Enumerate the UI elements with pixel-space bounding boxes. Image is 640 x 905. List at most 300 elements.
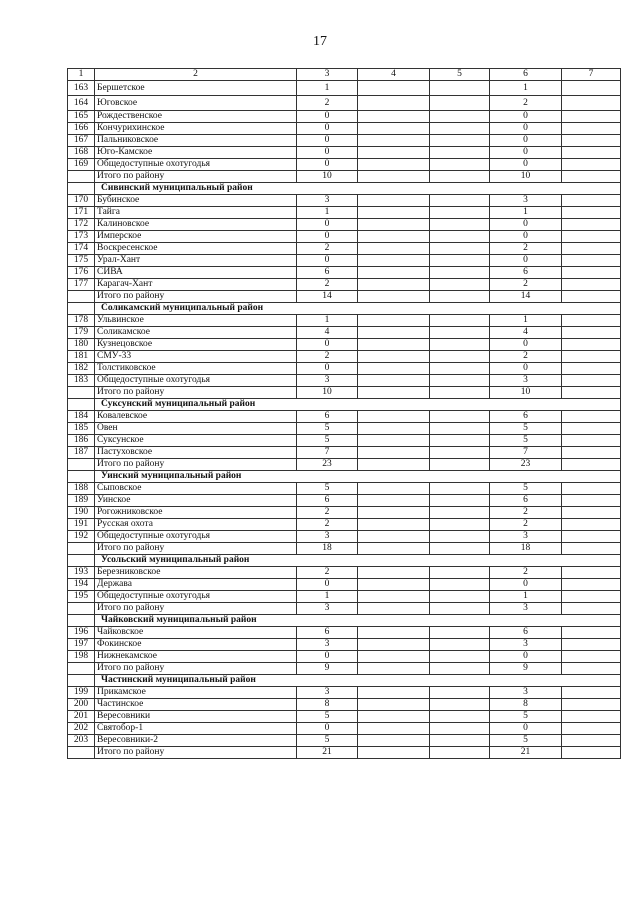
value-col-4 (358, 363, 430, 375)
value-col-7 (562, 375, 621, 387)
table-row (68, 315, 621, 327)
value-col-4 (358, 159, 430, 171)
value-col-6: 0 (490, 651, 562, 663)
table-row (68, 723, 621, 735)
column-header: 4 (358, 69, 430, 81)
value-col-4 (358, 687, 430, 699)
value-col-5 (430, 255, 490, 267)
table-row (68, 423, 621, 435)
row-number: 175 (68, 255, 95, 267)
row-name: Общедоступные охотугодья (95, 159, 297, 171)
row-number (68, 171, 95, 183)
value-col-6: 1 (490, 207, 562, 219)
row-number: 186 (68, 435, 95, 447)
value-col-5 (430, 591, 490, 603)
table-row (68, 147, 621, 159)
value-col-6: 5 (490, 483, 562, 495)
value-col-7 (562, 207, 621, 219)
table-row (68, 111, 621, 123)
value-col-6: 5 (490, 735, 562, 747)
row-name: Чайковское (95, 627, 297, 639)
row-number: 195 (68, 591, 95, 603)
value-col-3: 3 (297, 687, 358, 699)
value-col-4 (358, 339, 430, 351)
row-number (68, 543, 95, 555)
value-col-3: 0 (297, 135, 358, 147)
row-number (68, 603, 95, 615)
table-row (68, 627, 621, 639)
row-number: 165 (68, 111, 95, 123)
value-col-6: 9 (490, 663, 562, 675)
row-name: Толстиковское (95, 363, 297, 375)
value-col-7 (562, 135, 621, 147)
value-col-6: 0 (490, 219, 562, 231)
table-row (68, 591, 621, 603)
row-number: 193 (68, 567, 95, 579)
table-row (68, 195, 621, 207)
value-col-3: 18 (297, 543, 358, 555)
value-col-5 (430, 351, 490, 363)
row-number: 170 (68, 195, 95, 207)
value-col-6: 10 (490, 171, 562, 183)
value-col-6: 3 (490, 687, 562, 699)
row-number: 198 (68, 651, 95, 663)
table-row (68, 231, 621, 243)
table-row (68, 711, 621, 723)
value-col-4 (358, 255, 430, 267)
table-row (68, 435, 621, 447)
value-col-4 (358, 567, 430, 579)
value-col-4 (358, 387, 430, 399)
value-col-4 (358, 639, 430, 651)
value-col-5 (430, 111, 490, 123)
row-number: 177 (68, 279, 95, 291)
value-col-7 (562, 219, 621, 231)
row-number (68, 747, 95, 759)
value-col-3: 1 (297, 315, 358, 327)
value-col-4 (358, 699, 430, 711)
value-col-5 (430, 315, 490, 327)
value-col-7 (562, 483, 621, 495)
district-total-row (68, 387, 621, 399)
value-col-7 (562, 663, 621, 675)
value-col-4 (358, 723, 430, 735)
value-col-7 (562, 147, 621, 159)
value-col-7 (562, 111, 621, 123)
section-empty-cell (68, 555, 95, 567)
value-col-6: 3 (490, 531, 562, 543)
value-col-6: 0 (490, 159, 562, 171)
table-row (68, 219, 621, 231)
row-name: Карагач-Хант (95, 279, 297, 291)
value-col-7 (562, 96, 621, 111)
value-col-6: 2 (490, 567, 562, 579)
row-number: 180 (68, 339, 95, 351)
value-col-5 (430, 723, 490, 735)
value-col-6: 6 (490, 267, 562, 279)
value-col-3: 14 (297, 291, 358, 303)
value-col-5 (430, 747, 490, 759)
value-col-3: 3 (297, 195, 358, 207)
value-col-3: 0 (297, 339, 358, 351)
value-col-6: 14 (490, 291, 562, 303)
value-col-5 (430, 735, 490, 747)
value-col-4 (358, 123, 430, 135)
value-col-5 (430, 423, 490, 435)
table-row (68, 411, 621, 423)
row-number (68, 459, 95, 471)
row-number: 189 (68, 495, 95, 507)
value-col-3: 2 (297, 243, 358, 255)
value-col-5 (430, 519, 490, 531)
row-name: Общедоступные охотугодья (95, 375, 297, 387)
value-col-7 (562, 531, 621, 543)
value-col-7 (562, 327, 621, 339)
table-row (68, 96, 621, 111)
value-col-5 (430, 495, 490, 507)
row-number: 163 (68, 81, 95, 96)
section-empty-cell (68, 675, 95, 687)
value-col-4 (358, 267, 430, 279)
value-col-7 (562, 279, 621, 291)
value-col-3: 3 (297, 531, 358, 543)
row-number: 191 (68, 519, 95, 531)
row-number: 168 (68, 147, 95, 159)
value-col-3: 6 (297, 411, 358, 423)
value-col-6: 23 (490, 459, 562, 471)
row-name: Урал-Хант (95, 255, 297, 267)
value-col-6: 1 (490, 81, 562, 96)
district-total-row (68, 459, 621, 471)
value-col-3: 8 (297, 699, 358, 711)
value-col-4 (358, 591, 430, 603)
value-col-7 (562, 543, 621, 555)
value-col-4 (358, 231, 430, 243)
value-col-4 (358, 519, 430, 531)
value-col-4 (358, 279, 430, 291)
value-col-3: 2 (297, 519, 358, 531)
table-row (68, 375, 621, 387)
value-col-3: 2 (297, 351, 358, 363)
value-col-5 (430, 291, 490, 303)
row-name: Воскресенское (95, 243, 297, 255)
value-col-3: 0 (297, 651, 358, 663)
row-number (68, 387, 95, 399)
value-col-4 (358, 327, 430, 339)
row-number: 169 (68, 159, 95, 171)
section-empty-cell (68, 471, 95, 483)
value-col-6: 2 (490, 279, 562, 291)
district-total-row (68, 171, 621, 183)
value-col-4 (358, 147, 430, 159)
value-col-3: 2 (297, 567, 358, 579)
value-col-4 (358, 207, 430, 219)
table-row (68, 351, 621, 363)
row-number: 187 (68, 447, 95, 459)
value-col-4 (358, 435, 430, 447)
value-col-3: 7 (297, 447, 358, 459)
value-col-6: 0 (490, 255, 562, 267)
value-col-7 (562, 363, 621, 375)
section-empty-cell (68, 303, 95, 315)
value-col-5 (430, 435, 490, 447)
row-number: 173 (68, 231, 95, 243)
value-col-7 (562, 459, 621, 471)
district-total-row (68, 543, 621, 555)
table-row (68, 519, 621, 531)
value-col-4 (358, 423, 430, 435)
row-name: Рогожниковское (95, 507, 297, 519)
value-col-5 (430, 711, 490, 723)
value-col-6: 0 (490, 579, 562, 591)
row-number: 192 (68, 531, 95, 543)
table-row (68, 699, 621, 711)
value-col-6: 5 (490, 435, 562, 447)
row-name: Кузнецовское (95, 339, 297, 351)
value-col-5 (430, 411, 490, 423)
value-col-5 (430, 327, 490, 339)
row-name: Итого по району (95, 747, 297, 759)
row-name: Ковалевское (95, 411, 297, 423)
row-number: 167 (68, 135, 95, 147)
district-section-row (68, 303, 621, 315)
value-col-7 (562, 579, 621, 591)
value-col-5 (430, 363, 490, 375)
row-name: Фокинское (95, 639, 297, 651)
page-number: 17 (313, 34, 327, 49)
value-col-6: 21 (490, 747, 562, 759)
row-name: Овен (95, 423, 297, 435)
value-col-7 (562, 567, 621, 579)
value-col-6: 1 (490, 591, 562, 603)
value-col-5 (430, 387, 490, 399)
value-col-6: 2 (490, 96, 562, 111)
value-col-6: 0 (490, 231, 562, 243)
value-col-6: 6 (490, 627, 562, 639)
value-col-5 (430, 123, 490, 135)
table-row (68, 267, 621, 279)
value-col-5 (430, 579, 490, 591)
district-total-row (68, 663, 621, 675)
table-row (68, 735, 621, 747)
district-total-row (68, 747, 621, 759)
row-name: Кончурихинское (95, 123, 297, 135)
value-col-7 (562, 447, 621, 459)
table-row (68, 255, 621, 267)
value-col-4 (358, 411, 430, 423)
row-name: Общедоступные охотугодья (95, 591, 297, 603)
value-col-4 (358, 747, 430, 759)
district-title: Частинский муниципальный район (95, 675, 621, 687)
value-col-5 (430, 543, 490, 555)
row-number: 181 (68, 351, 95, 363)
table-row (68, 135, 621, 147)
value-col-5 (430, 171, 490, 183)
row-name: Березниковское (95, 567, 297, 579)
value-col-6: 3 (490, 639, 562, 651)
row-name: Итого по району (95, 543, 297, 555)
value-col-3: 5 (297, 711, 358, 723)
row-name: Пастуховское (95, 447, 297, 459)
value-col-3: 0 (297, 363, 358, 375)
table-row (68, 207, 621, 219)
column-header: 7 (562, 69, 621, 81)
value-col-5 (430, 81, 490, 96)
value-col-7 (562, 243, 621, 255)
value-col-7 (562, 339, 621, 351)
row-name: Итого по району (95, 603, 297, 615)
value-col-7 (562, 291, 621, 303)
value-col-7 (562, 351, 621, 363)
value-col-7 (562, 639, 621, 651)
value-col-6: 2 (490, 243, 562, 255)
value-col-5 (430, 159, 490, 171)
value-col-7 (562, 603, 621, 615)
value-col-7 (562, 81, 621, 96)
row-number: 172 (68, 219, 95, 231)
table-row (68, 279, 621, 291)
row-name: Прикамское (95, 687, 297, 699)
value-col-4 (358, 603, 430, 615)
section-empty-cell (68, 399, 95, 411)
table-row (68, 339, 621, 351)
value-col-7 (562, 267, 621, 279)
value-col-5 (430, 603, 490, 615)
row-name: Вересовники (95, 711, 297, 723)
table-row (68, 159, 621, 171)
value-col-3: 0 (297, 147, 358, 159)
table-row (68, 123, 621, 135)
value-col-5 (430, 375, 490, 387)
row-number: 196 (68, 627, 95, 639)
value-col-7 (562, 651, 621, 663)
row-number: 171 (68, 207, 95, 219)
value-col-6: 6 (490, 495, 562, 507)
value-col-4 (358, 243, 430, 255)
value-col-6: 0 (490, 111, 562, 123)
value-col-3: 5 (297, 435, 358, 447)
value-col-5 (430, 219, 490, 231)
district-title: Уинский муниципальный район (95, 471, 621, 483)
value-col-6: 0 (490, 363, 562, 375)
row-number: 190 (68, 507, 95, 519)
row-number: 203 (68, 735, 95, 747)
value-col-4 (358, 507, 430, 519)
column-header: 2 (95, 69, 297, 81)
row-name: Итого по району (95, 291, 297, 303)
value-col-5 (430, 207, 490, 219)
value-col-4 (358, 81, 430, 96)
column-header: 6 (490, 69, 562, 81)
value-col-5 (430, 135, 490, 147)
value-col-4 (358, 195, 430, 207)
row-name: Общедоступные охотугодья (95, 531, 297, 543)
value-col-6: 0 (490, 339, 562, 351)
value-col-3: 23 (297, 459, 358, 471)
value-col-5 (430, 267, 490, 279)
value-col-7 (562, 735, 621, 747)
value-col-3: 0 (297, 219, 358, 231)
value-col-7 (562, 507, 621, 519)
table-row (68, 363, 621, 375)
value-col-6: 3 (490, 603, 562, 615)
value-col-4 (358, 579, 430, 591)
table-row (68, 495, 621, 507)
value-col-3: 2 (297, 279, 358, 291)
value-col-5 (430, 663, 490, 675)
table-row (68, 327, 621, 339)
row-name: Ульвинское (95, 315, 297, 327)
value-col-3: 5 (297, 483, 358, 495)
row-name: Вересовники-2 (95, 735, 297, 747)
value-col-4 (358, 447, 430, 459)
value-col-3: 3 (297, 375, 358, 387)
row-number: 194 (68, 579, 95, 591)
value-col-7 (562, 255, 621, 267)
row-name: Суксунское (95, 435, 297, 447)
row-name: Имперское (95, 231, 297, 243)
value-col-6: 3 (490, 195, 562, 207)
value-col-3: 0 (297, 111, 358, 123)
value-col-5 (430, 339, 490, 351)
value-col-3: 5 (297, 423, 358, 435)
value-col-7 (562, 495, 621, 507)
value-col-5 (430, 627, 490, 639)
value-col-6: 2 (490, 519, 562, 531)
value-col-5 (430, 447, 490, 459)
section-empty-cell (68, 615, 95, 627)
value-col-5 (430, 96, 490, 111)
row-number: 164 (68, 96, 95, 111)
row-name: Нижнекамское (95, 651, 297, 663)
value-col-3: 6 (297, 267, 358, 279)
district-section-row (68, 183, 621, 195)
row-name: СМУ-33 (95, 351, 297, 363)
value-col-3: 1 (297, 591, 358, 603)
value-col-7 (562, 699, 621, 711)
value-col-3: 1 (297, 207, 358, 219)
value-col-3: 21 (297, 747, 358, 759)
row-name: СИВА (95, 267, 297, 279)
value-col-5 (430, 651, 490, 663)
row-name: Юго-Камское (95, 147, 297, 159)
value-col-3: 0 (297, 231, 358, 243)
column-header: 5 (430, 69, 490, 81)
row-name: Итого по району (95, 387, 297, 399)
row-number: 199 (68, 687, 95, 699)
value-col-3: 6 (297, 495, 358, 507)
value-col-6: 6 (490, 411, 562, 423)
value-col-7 (562, 411, 621, 423)
value-col-3: 2 (297, 507, 358, 519)
value-col-4 (358, 711, 430, 723)
value-col-4 (358, 663, 430, 675)
hunting-grounds-table (67, 68, 621, 759)
value-col-5 (430, 279, 490, 291)
value-col-5 (430, 531, 490, 543)
section-empty-cell (68, 183, 95, 195)
value-col-3: 10 (297, 171, 358, 183)
value-col-6: 5 (490, 423, 562, 435)
value-col-5 (430, 195, 490, 207)
value-col-4 (358, 735, 430, 747)
value-col-4 (358, 291, 430, 303)
row-name: Юговское (95, 96, 297, 111)
row-number: 197 (68, 639, 95, 651)
value-col-6: 7 (490, 447, 562, 459)
table-row (68, 531, 621, 543)
value-col-7 (562, 435, 621, 447)
